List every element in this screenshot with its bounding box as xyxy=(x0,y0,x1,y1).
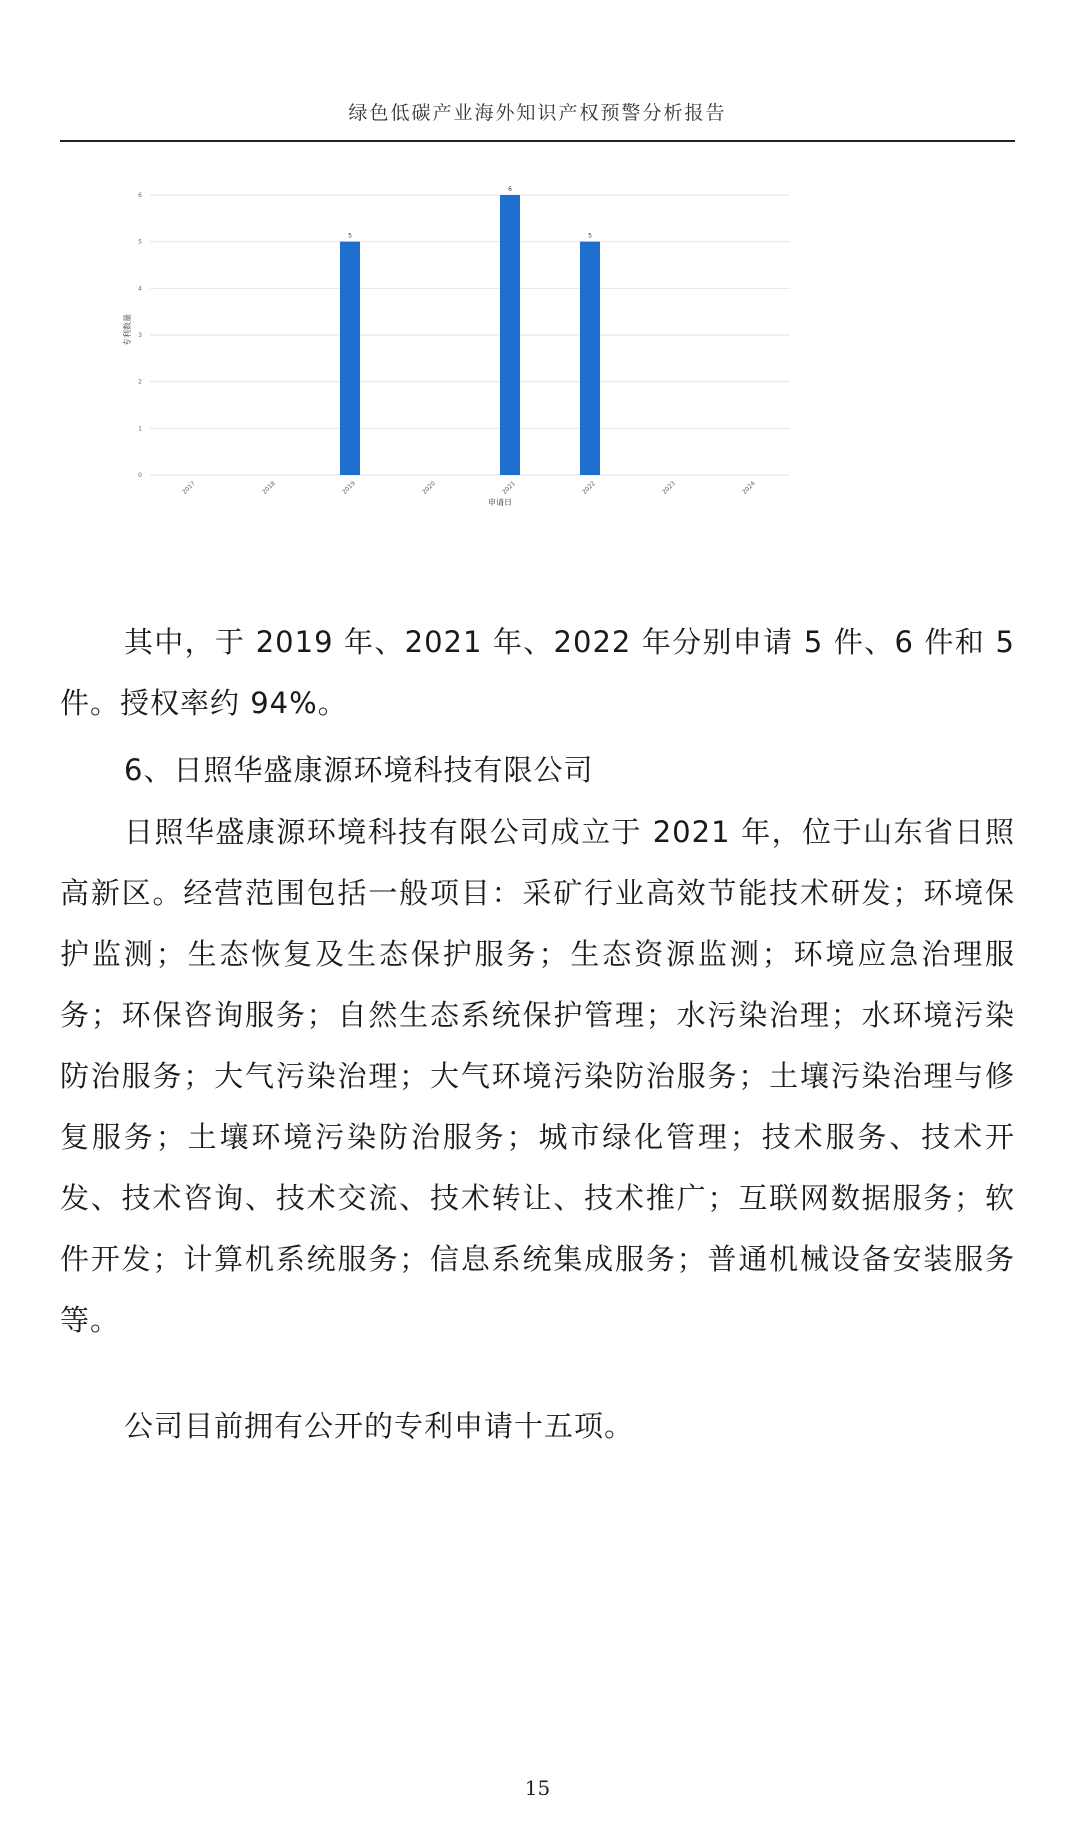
paragraph-company-profile: 日照华盛康源环境科技有限公司成立于 2021 年，位于山东省日照高新区。经营范围包括一般项目：采矿行业高效节能技术研发；环境保护监测；生态恢复及生态保护服务；生态资源监测；环境应急治理服务；环保咨询服务；自然生态系统保护管理；水污染治理；水环境污染防治服务；大气污染治理；大气环境污染防治服务；土壤污染治理与修复服务；土壤环境污染防治服务；城市绿化管理；技术服务、技术开发、技术咨询、技术交流、技术转让、技术推广；互联网数据服务；软件开发；计算机系统服务；信息系统集成服务；普通机械设备安装服务等。 xyxy=(60,815,1015,1337)
bar xyxy=(340,242,360,475)
y-tick-label: 1 xyxy=(138,425,142,433)
x-tick-label: 2023 xyxy=(661,480,677,496)
running-header: 绿色低碳产业海外知识产权预警分析报告 xyxy=(348,102,727,124)
bar-value-label: 6 xyxy=(508,186,512,193)
page-number: 15 xyxy=(524,1776,551,1800)
bar xyxy=(500,195,520,475)
y-tick-label: 3 xyxy=(138,332,142,339)
x-tick-label: 2024 xyxy=(741,480,757,496)
bar-value-label: 5 xyxy=(588,232,592,240)
header-divider xyxy=(60,140,1015,142)
x-axis-title: 申请日 xyxy=(488,498,512,507)
bar-value-label: 5 xyxy=(348,232,352,240)
x-tick-label: 2017 xyxy=(181,480,197,496)
y-tick-label: 4 xyxy=(138,285,142,293)
x-tick-label: 2019 xyxy=(341,480,357,496)
x-tick-label: 2020 xyxy=(421,480,437,496)
y-tick-label: 2 xyxy=(138,378,142,386)
section-heading: 6、日照华盛康源环境科技有限公司 xyxy=(124,753,594,787)
y-tick-label: 0 xyxy=(138,472,142,479)
x-tick-label: 2022 xyxy=(581,480,597,496)
bar xyxy=(580,242,600,475)
paragraph-patent-count: 公司目前拥有公开的专利申请十五项。 xyxy=(124,1409,635,1443)
y-tick-label: 5 xyxy=(138,238,142,246)
y-tick-label: 6 xyxy=(138,192,142,199)
x-tick-label: 2021 xyxy=(501,480,517,496)
paragraph-summary: 其中，于 2019 年、2021 年、2022 年分别申请 5 件、6 件和 5 件。授权率约 94%。 xyxy=(60,625,1015,720)
y-axis-title: 专利数量 xyxy=(123,314,132,346)
patent-bar-chart xyxy=(120,175,950,605)
x-tick-label: 2018 xyxy=(261,480,277,496)
chart-canvas xyxy=(120,175,950,605)
